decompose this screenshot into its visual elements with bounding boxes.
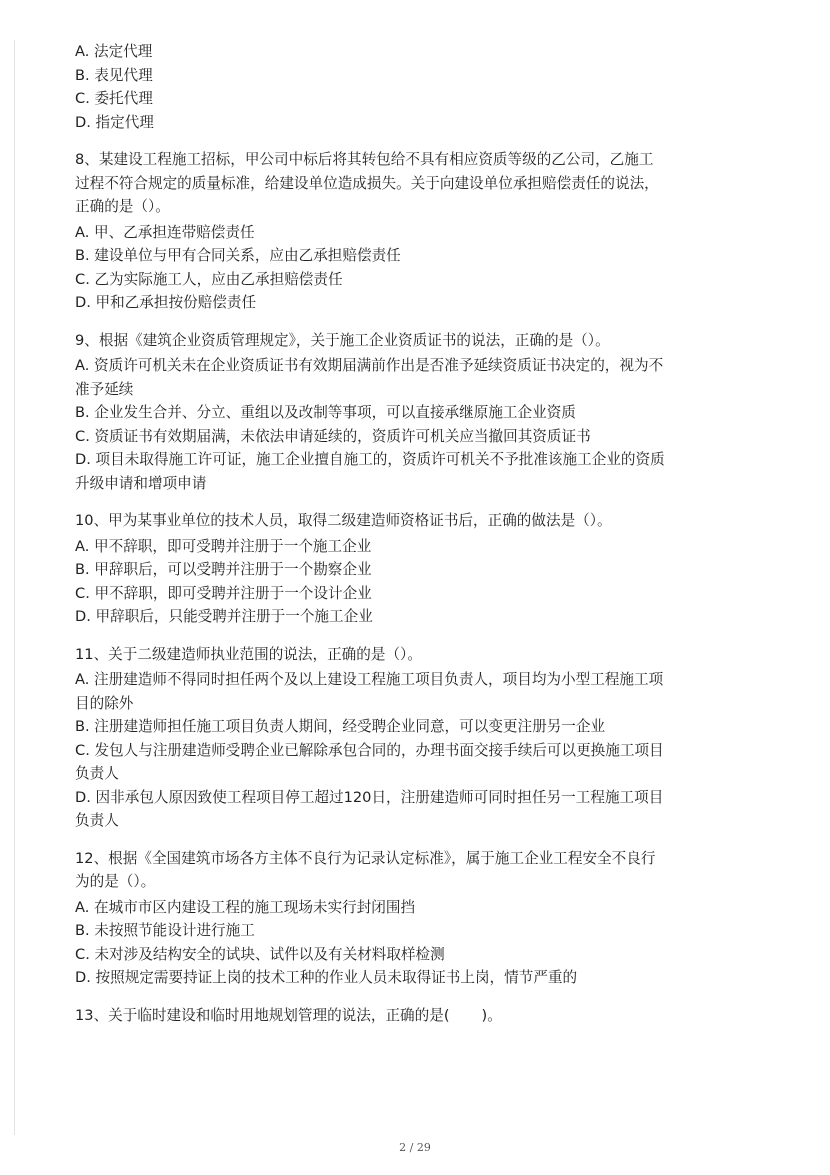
q11-option-a-cont: 目的除外 — [75, 694, 134, 712]
document-content — [75, 40, 760, 1027]
q10-option-a: A. 甲不辞职，即可受聘并注册于一个施工企业 — [75, 537, 372, 555]
q7-option-c: C. 委托代理 — [75, 90, 153, 107]
question-12 — [75, 847, 760, 990]
q9-option-c: C. 资质证书有效期届满，未依法申请延续的，资质许可机关应当撤回其资质证书 — [75, 427, 591, 445]
q8-stem — [75, 148, 760, 219]
q9-option-b: B. 企业发生合并、分立、重组以及改制等事项，可以直接承继原施工企业资质 — [75, 404, 576, 421]
q12-stem — [75, 847, 760, 894]
q12-stem-line: 为的是（）。 — [75, 873, 156, 890]
q8-option-d: D. 甲和乙承担按份赔偿责任 — [75, 294, 257, 311]
q11-option-d-cont: 负责人 — [75, 812, 119, 829]
q10-option-b: B. 甲辞职后，可以受聘并注册于一个勘察企业 — [75, 561, 372, 578]
page-indicator: 2 / 29 — [399, 1141, 431, 1154]
q9-stem-line: 9、根据《建筑企业资质管理规定》，关于施工企业资质证书的说法，正确的是（）。 — [75, 331, 610, 349]
q7-option-d: D. 指定代理 — [75, 113, 154, 131]
question-11 — [75, 643, 760, 833]
question-7-options — [75, 40, 760, 134]
q8-option-c: C. 乙为实际施工人，应由乙承担赔偿责任 — [75, 270, 343, 288]
q13-stem-before: 13、关于临时建设和临时用地规划管理的说法，正确的是( — [75, 1006, 450, 1024]
q10-option-d: D. 甲辞职后，只能受聘并注册于一个施工企业 — [75, 608, 373, 625]
q12-option-b: B. 未按照节能设计进行施工 — [75, 922, 255, 939]
q8-option-a: A. 甲、乙承担连带赔偿责任 — [75, 223, 255, 241]
q12-option-d: D. 按照规定需要持证上岗的技术工种的作业人员未取得证书上岗，情节严重的 — [75, 969, 578, 986]
q11-option-c: C. 发包人与注册建造师受聘企业已解除承包合同的，办理书面交接手续后可以更换施工项目 — [75, 741, 664, 759]
q7-option-b: B. 表见代理 — [75, 66, 153, 84]
q8-option-b: B. 建设单位与甲有合同关系，应由乙承担赔偿责任 — [75, 247, 401, 264]
q8-stem-line: 过程不符合规定的质量标准，给建设单位造成损失。关于向建设单位承担赔偿责任的说法， — [75, 174, 659, 192]
q11-stem-line: 11、关于二级建造师执业范围的说法，正确的是（）。 — [75, 645, 422, 663]
q9-option-d-cont: 升级申请和增项申请 — [75, 474, 207, 492]
q11-option-d: D. 因非承包人原因致使工程项目停工超过120日，注册建造师可同时担任另一工程施工项目 — [75, 788, 664, 806]
q9-option-a-cont: 准予延续 — [75, 380, 134, 398]
q11-option-a: A. 注册建造师不得同时担任两个及以上建设工程施工项目负责人，项目均为小型工程施工项 — [75, 671, 664, 688]
q11-option-b: B. 注册建造师担任施工项目负责人期间，经受聘企业同意，可以变更注册另一企业 — [75, 718, 606, 735]
q9-stem — [75, 329, 760, 353]
q12-option-a: A. 在城市市区内建设工程的施工现场未实行封闭围挡 — [75, 898, 416, 916]
q8-stem-line: 正确的是（）。 — [75, 198, 170, 215]
q10-stem-line: 10、甲为某事业单位的技术人员，取得二级建造师资格证书后，正确的做法是（）。 — [75, 512, 612, 529]
q10-option-c: C. 甲不辞职，即可受聘并注册于一个设计企业 — [75, 584, 372, 602]
question-10 — [75, 509, 760, 629]
q12-option-c: C. 未对涉及结构安全的试块、试件以及有关材料取样检测 — [75, 945, 445, 963]
question-13 — [75, 1004, 760, 1028]
page-left-border — [14, 40, 15, 1135]
q7-option-a: A. 法定代理 — [75, 43, 153, 60]
q13-stem-after: )。 — [481, 1006, 502, 1024]
q13-stem — [75, 1004, 760, 1028]
q12-stem-line: 12、根据《全国建筑市场各方主体不良行为记录认定标准》，属于施工企业工程安全不良行 — [75, 849, 656, 867]
q9-option-a: A. 资质许可机关未在企业资质证书有效期届满前作出是否准予延续资质证书决定的，视为不 — [75, 357, 664, 374]
q11-stem — [75, 643, 760, 667]
q8-stem-line: 8、某建设工程施工招标，甲公司中标后将其转包给不具有相应资质等级的乙公司，乙施工 — [75, 151, 654, 168]
q10-stem — [75, 509, 760, 533]
q11-option-c-cont: 负责人 — [75, 765, 119, 782]
q9-option-d: D. 项目未取得施工许可证，施工企业擅自施工的，资质许可机关不予批准该施工企业的资质 — [75, 451, 665, 468]
question-8 — [75, 148, 760, 315]
question-9 — [75, 329, 760, 496]
